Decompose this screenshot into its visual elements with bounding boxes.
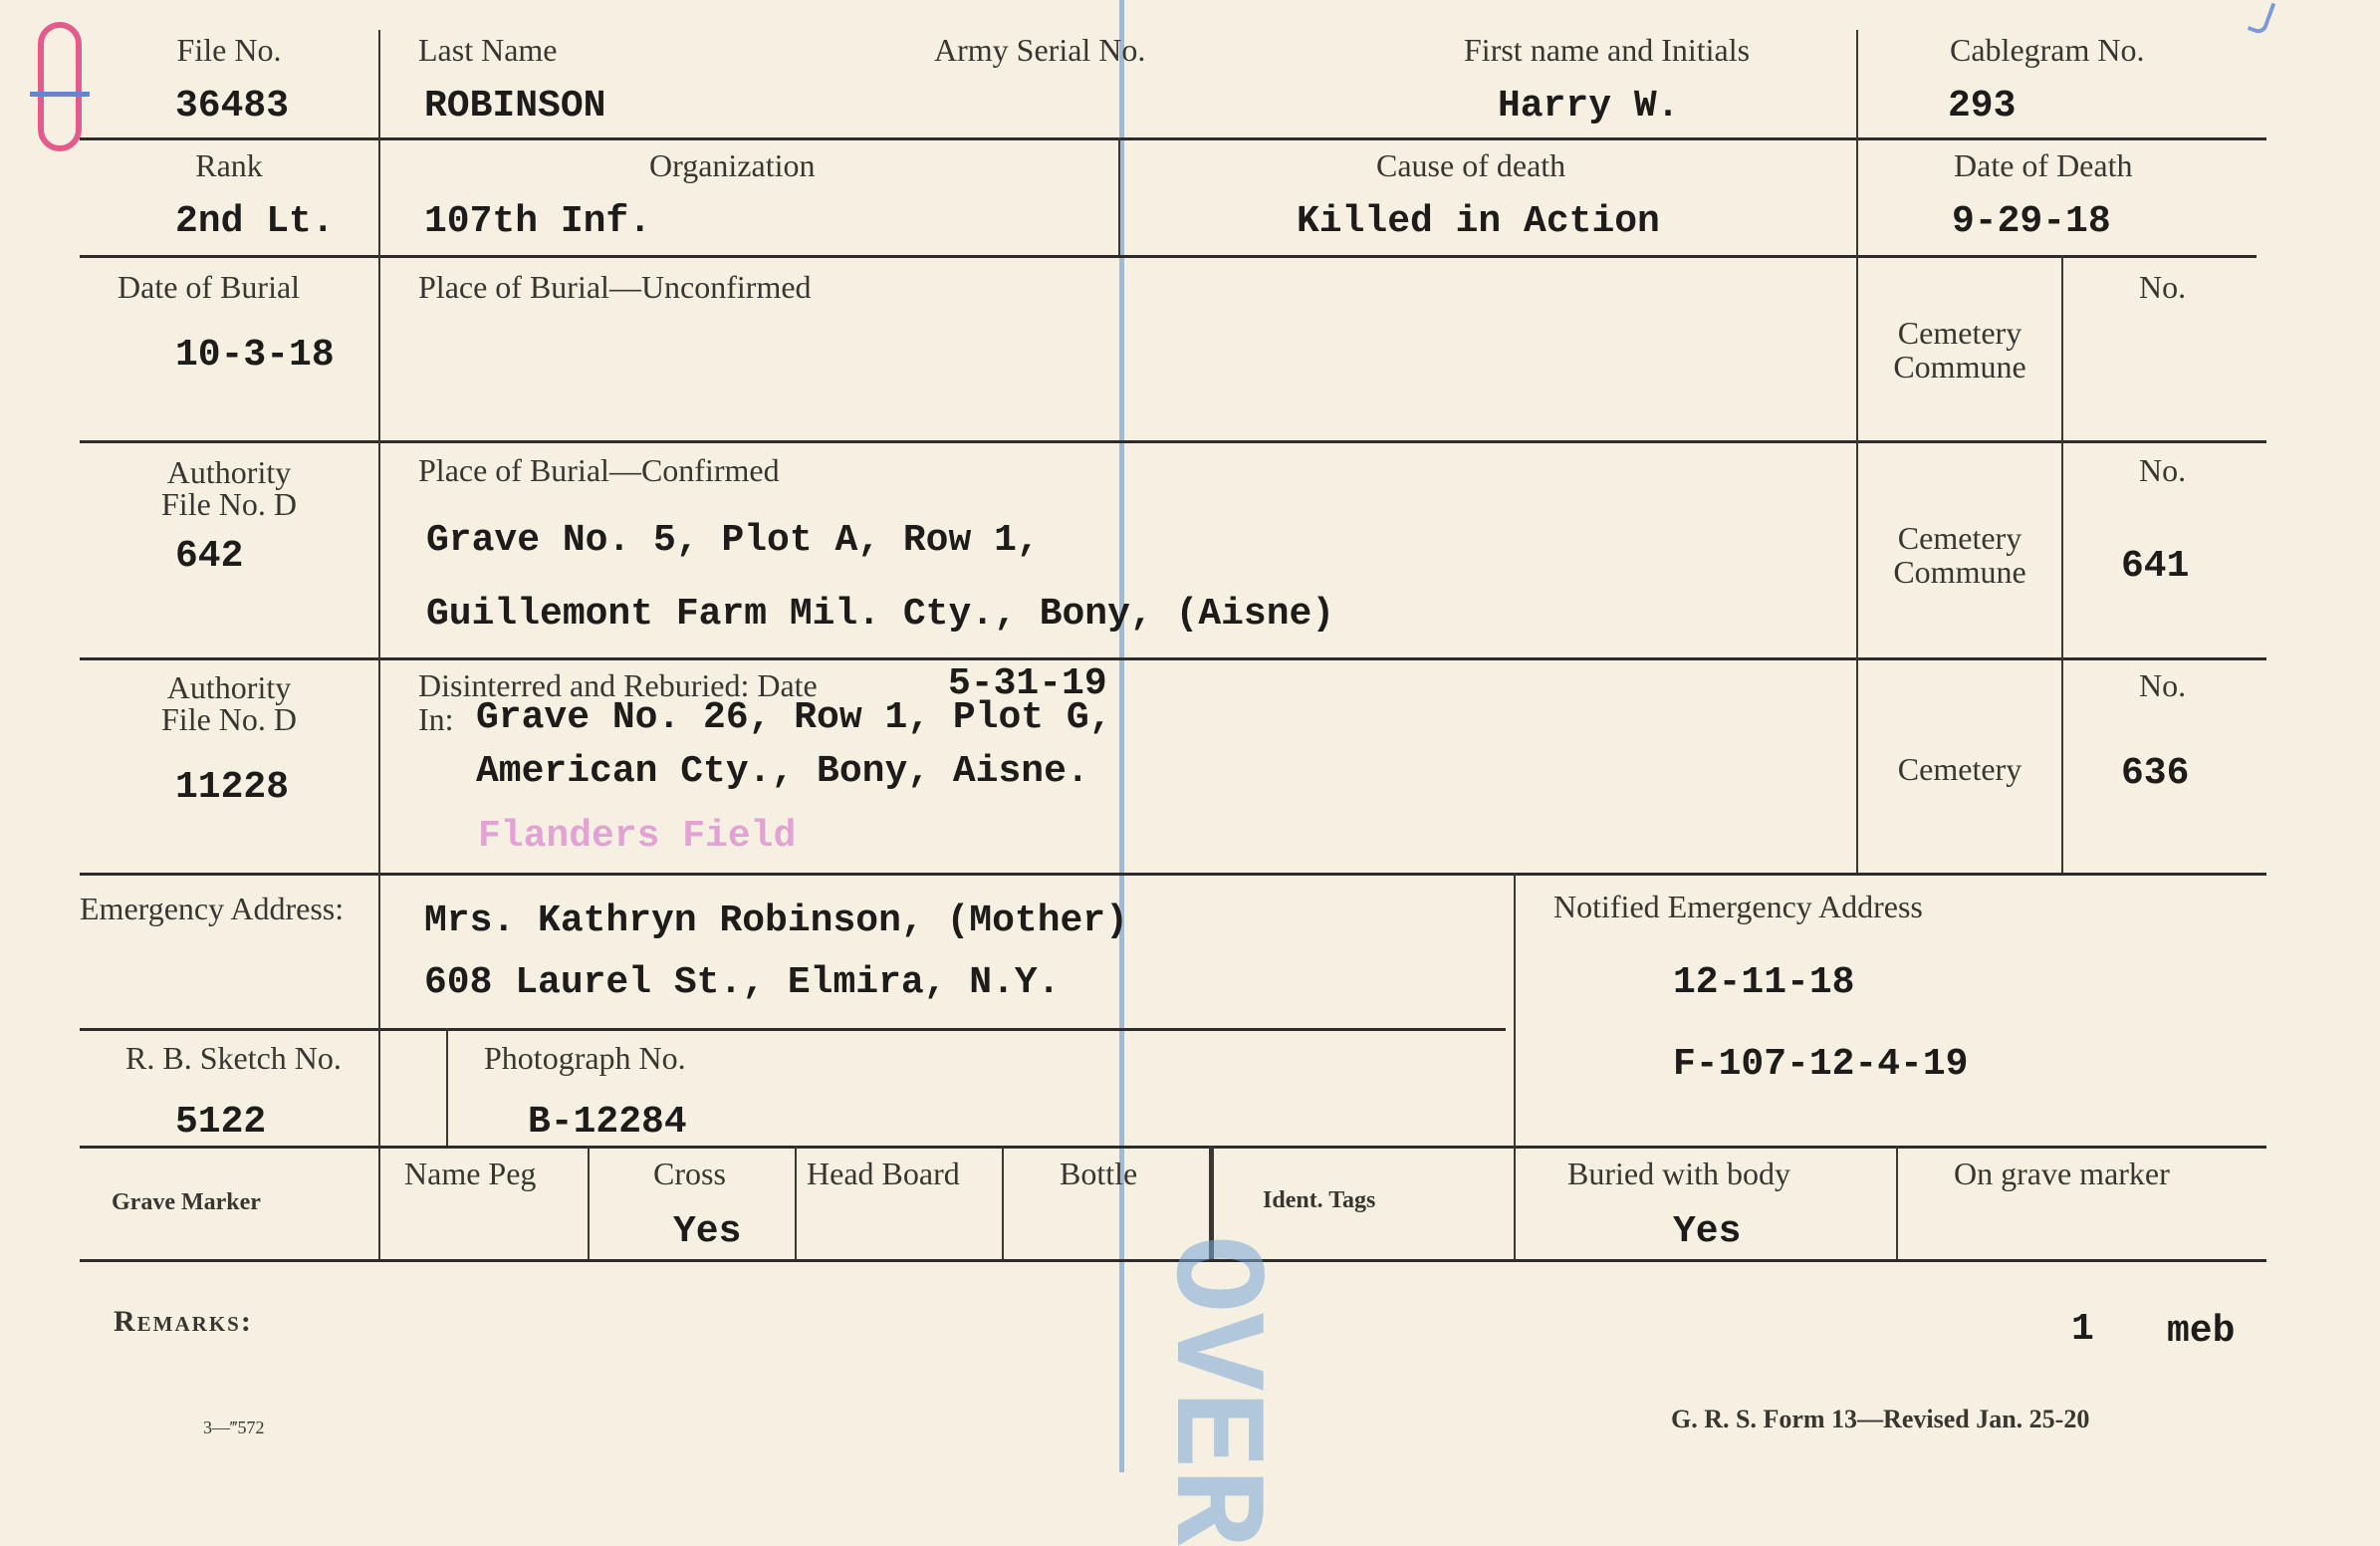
check-mark-icon: [2248, 0, 2276, 36]
emergency-line-1: Mrs. Kathryn Robinson, (Mother): [424, 900, 1128, 942]
vrule-head: [1002, 1146, 1004, 1259]
reburied-line-2: American Cty., Bony, Aisne.: [476, 750, 1089, 793]
authority-value-2: 11228: [175, 766, 290, 809]
remarks-label: Remarks:: [114, 1305, 253, 1338]
photograph-label: Photograph No.: [484, 1040, 686, 1076]
reburied-line-1: Grave No. 26, Row 1, Plot G,: [476, 696, 1112, 739]
confirmed-line-2: Guillemont Farm Mil. Cty., Bony, (Aisne): [426, 593, 1335, 636]
vrule-org: [1118, 137, 1120, 255]
cause-of-death-value: Killed in Action: [1297, 200, 1660, 243]
rule-6: [80, 1028, 1506, 1031]
buried-with-body-label: Buried with body: [1567, 1156, 1790, 1191]
vrule-buried: [1896, 1146, 1898, 1259]
rb-sketch-label: R. B. Sketch No.: [125, 1040, 342, 1076]
rule-7: [80, 1146, 2266, 1149]
vrule-notified: [1514, 873, 1516, 1259]
emergency-address-label: Emergency Address:: [80, 891, 345, 926]
rule-4: [80, 657, 2266, 660]
army-serial-label: Army Serial No.: [934, 32, 1146, 68]
last-name-label: Last Name: [418, 32, 558, 68]
date-of-burial-value: 10-3-18: [175, 334, 335, 377]
vrule-cross: [795, 1146, 797, 1259]
rank-label: Rank: [195, 147, 263, 183]
file-no-label: File No.: [176, 32, 282, 68]
organization-label: Organization: [649, 147, 816, 183]
authority-label-1a: Authority: [166, 454, 292, 490]
rank-value: 2nd Lt.: [175, 200, 335, 243]
place-confirmed-label: Place of Burial—Confirmed: [418, 452, 780, 488]
place-unconfirmed-label: Place of Burial—Unconfirmed: [418, 269, 812, 305]
notified-label: Notified Emergency Address: [1553, 889, 1923, 924]
commune-label-2: Commune: [1893, 554, 2026, 590]
on-grave-marker-label: On grave marker: [1954, 1156, 2170, 1191]
reburied-date-value: 5-31-19: [948, 662, 1107, 705]
authority-value-1: 642: [175, 535, 244, 578]
last-name-value: ROBINSON: [424, 85, 606, 128]
authority-label-1b: File No. D: [161, 486, 297, 522]
head-board-label: Head Board: [807, 1156, 960, 1191]
no-label-1: No.: [2139, 269, 2187, 305]
authority-label-2a: Authority: [166, 669, 292, 705]
initials-value: meb: [2167, 1310, 2236, 1353]
name-peg-label: Name Peg: [404, 1156, 537, 1191]
vrule-peg: [588, 1146, 590, 1259]
emergency-line-2: 608 Laurel St., Elmira, N.Y.: [424, 961, 1061, 1004]
rule-5: [80, 873, 2266, 876]
rule-2: [80, 255, 2257, 258]
confirmed-no-value: 641: [2121, 545, 2190, 588]
first-name-label: First name and Initials: [1464, 32, 1751, 68]
vrule-left: [378, 30, 380, 1259]
vrule-right: [1856, 30, 1858, 873]
cause-of-death-label: Cause of death: [1376, 147, 1566, 183]
cemetery-label-3: Cemetery: [1897, 751, 2023, 787]
cemetery-label-2: Cemetery: [1897, 520, 2023, 556]
over-stamp: OVER: [1138, 1235, 1285, 1546]
confirmed-line-1: Grave No. 5, Plot A, Row 1,: [426, 519, 1040, 562]
rb-sketch-value: 5122: [175, 1101, 267, 1144]
vrule-photo: [446, 1028, 448, 1146]
authority-label-2b: File No. D: [161, 701, 297, 737]
vrule-no: [2061, 255, 2063, 873]
reburied-no-value: 636: [2121, 752, 2190, 795]
date-of-burial-label: Date of Burial: [118, 269, 301, 305]
notified-value-2: F-107-12-4-19: [1673, 1043, 1969, 1086]
in-label: In:: [418, 701, 454, 737]
photograph-value: B-12284: [528, 1101, 687, 1144]
cemetery-label-1: Cemetery: [1897, 315, 2023, 351]
form-title: G. R. S. Form 13—Revised Jan. 25-20: [1671, 1405, 2090, 1433]
disinterred-label: Disinterred and Reburied: Date: [418, 667, 818, 703]
blue-pencil-stroke: [30, 92, 90, 97]
cross-value: Yes: [673, 1210, 742, 1253]
notified-value-1: 12-11-18: [1673, 961, 1855, 1004]
no-label-3: No.: [2139, 667, 2187, 703]
bottle-label: Bottle: [1060, 1156, 1138, 1191]
ident-tags-label: Ident. Tags: [1263, 1187, 1376, 1213]
file-no-value: 36483: [175, 85, 290, 128]
cross-label: Cross: [653, 1156, 726, 1191]
commune-label-1: Commune: [1893, 349, 2026, 385]
date-of-death-label: Date of Death: [1954, 147, 2133, 183]
cablegram-label: Cablegram No.: [1950, 32, 2145, 68]
rule-1: [80, 137, 2266, 140]
pink-zero-mark: [38, 22, 82, 151]
no-label-2: No.: [2139, 452, 2187, 488]
flanders-field-stamp: Flanders Field: [478, 815, 797, 858]
organization-value: 107th Inf.: [424, 200, 652, 243]
buried-with-body-value: Yes: [1673, 1210, 1742, 1253]
cablegram-value: 293: [1948, 85, 2017, 128]
rule-3: [80, 440, 2266, 443]
grave-marker-label: Grave Marker: [112, 1189, 261, 1215]
form-code: 3—‴572: [203, 1417, 265, 1437]
date-of-death-value: 9-29-18: [1952, 200, 2111, 243]
remarks-count: 1: [2071, 1308, 2094, 1351]
first-name-value: Harry W.: [1498, 85, 1680, 128]
